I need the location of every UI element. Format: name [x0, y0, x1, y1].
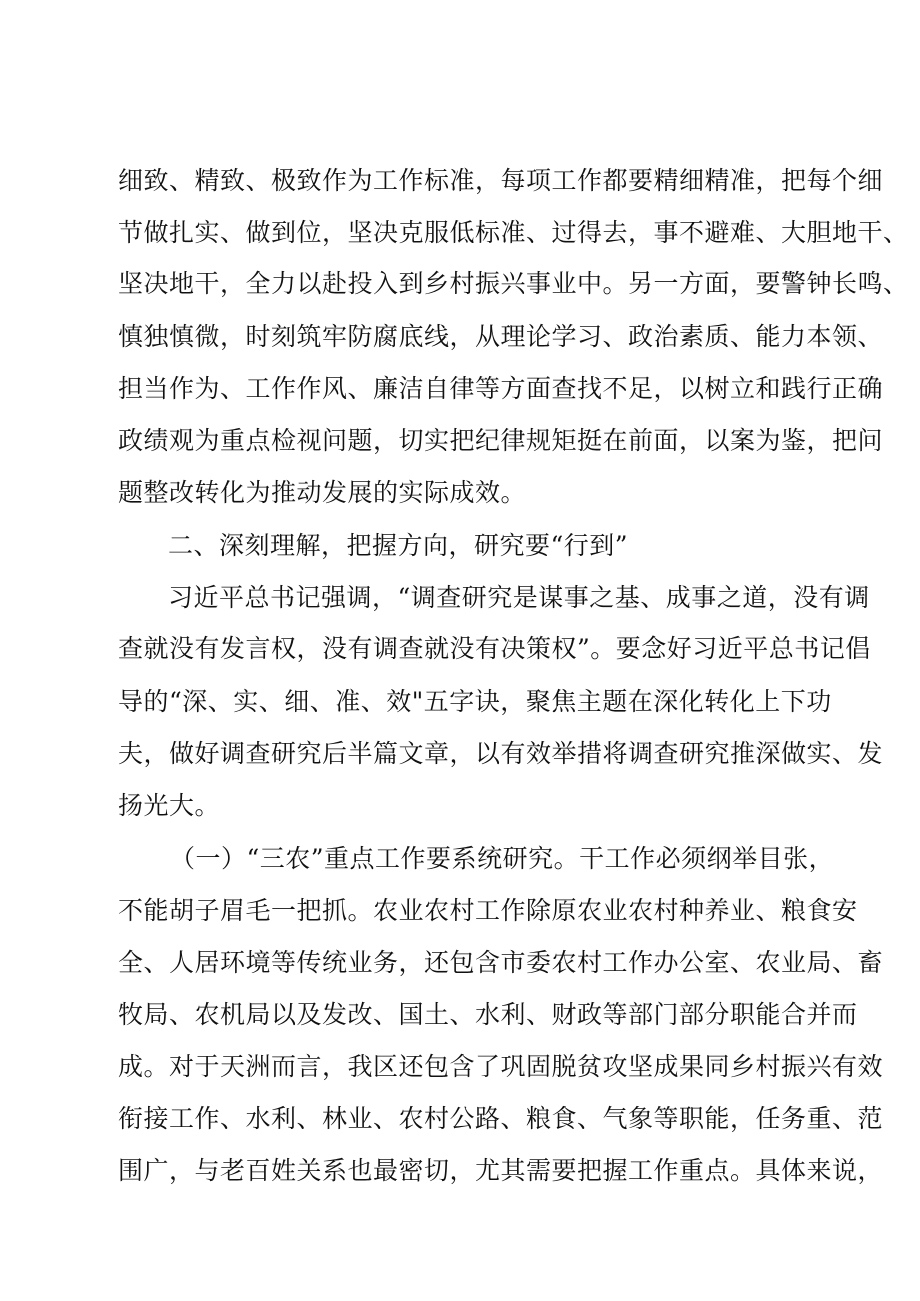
text-line: 不能胡子眉毛一把抓。农业农村工作除原农业农村种养业、粮食安: [118, 896, 858, 925]
text-line: 细致、精致、极致作为工作标准，每项工作都要精细精准，把每个细: [118, 166, 884, 195]
text-line: 围广，与老百姓关系也最密切，尤其需要把握工作重点。具体来说，: [118, 1156, 884, 1185]
text-line: 成。对于天洲而言，我区还包含了巩固脱贫攻坚成果同乡村振兴有效: [118, 1052, 884, 1081]
text-line: 全、人居环境等传统业务，还包含市委农村工作办公室、农业局、畜: [118, 948, 884, 977]
text-line: 导的“深、实、细、准、效"五字诀，聚焦主题在深化转化上下功: [118, 687, 832, 716]
text-line: 牧局、农机局以及发改、国土、水利、财政等部门部分职能合并而: [118, 1000, 858, 1029]
text-line: 节做扎实、做到位，坚决克服低标准、过得去，事不避难、大胆地干、: [118, 218, 909, 247]
text-line: 题整改转化为推动发展的实际成效。: [118, 478, 527, 507]
text-line: 扬光大。: [118, 791, 221, 820]
section-heading: 二、深刻理解，把握方向，研究要“行到”: [168, 531, 629, 560]
text-line: 担当作为、工作作风、廉洁自律等方面查找不足，以树立和践行正确: [118, 374, 884, 403]
text-line: 慎独慎微，时刻筑牢防腐底线，从理论学习、政治素质、能力本领、: [118, 322, 884, 351]
text-line: 衔接工作、水利、林业、农村公路、粮食、气象等职能，任务重、范: [118, 1104, 884, 1133]
text-line: 坚决地干，全力以赴投入到乡村振兴事业中。另一方面，要警钟长鸣、: [118, 269, 909, 298]
text-line: 查就没有发言权，没有调查就没有决策权”。要念好习近平总书记倡: [118, 634, 871, 663]
text-line: 夫，做好调查研究后半篇文章，以有效举措将调查研究推深做实、发: [118, 739, 884, 768]
text-line: 政绩观为重点检视问题，切实把纪律规矩挺在前面，以案为鉴，把问: [118, 426, 884, 455]
subsection-heading: （一）“三农”重点工作要系统研究。干工作必须纲举目张，: [170, 844, 835, 873]
text-line: 习近平总书记强调，“调查研究是谋事之基、成事之道，没有调: [168, 583, 870, 612]
